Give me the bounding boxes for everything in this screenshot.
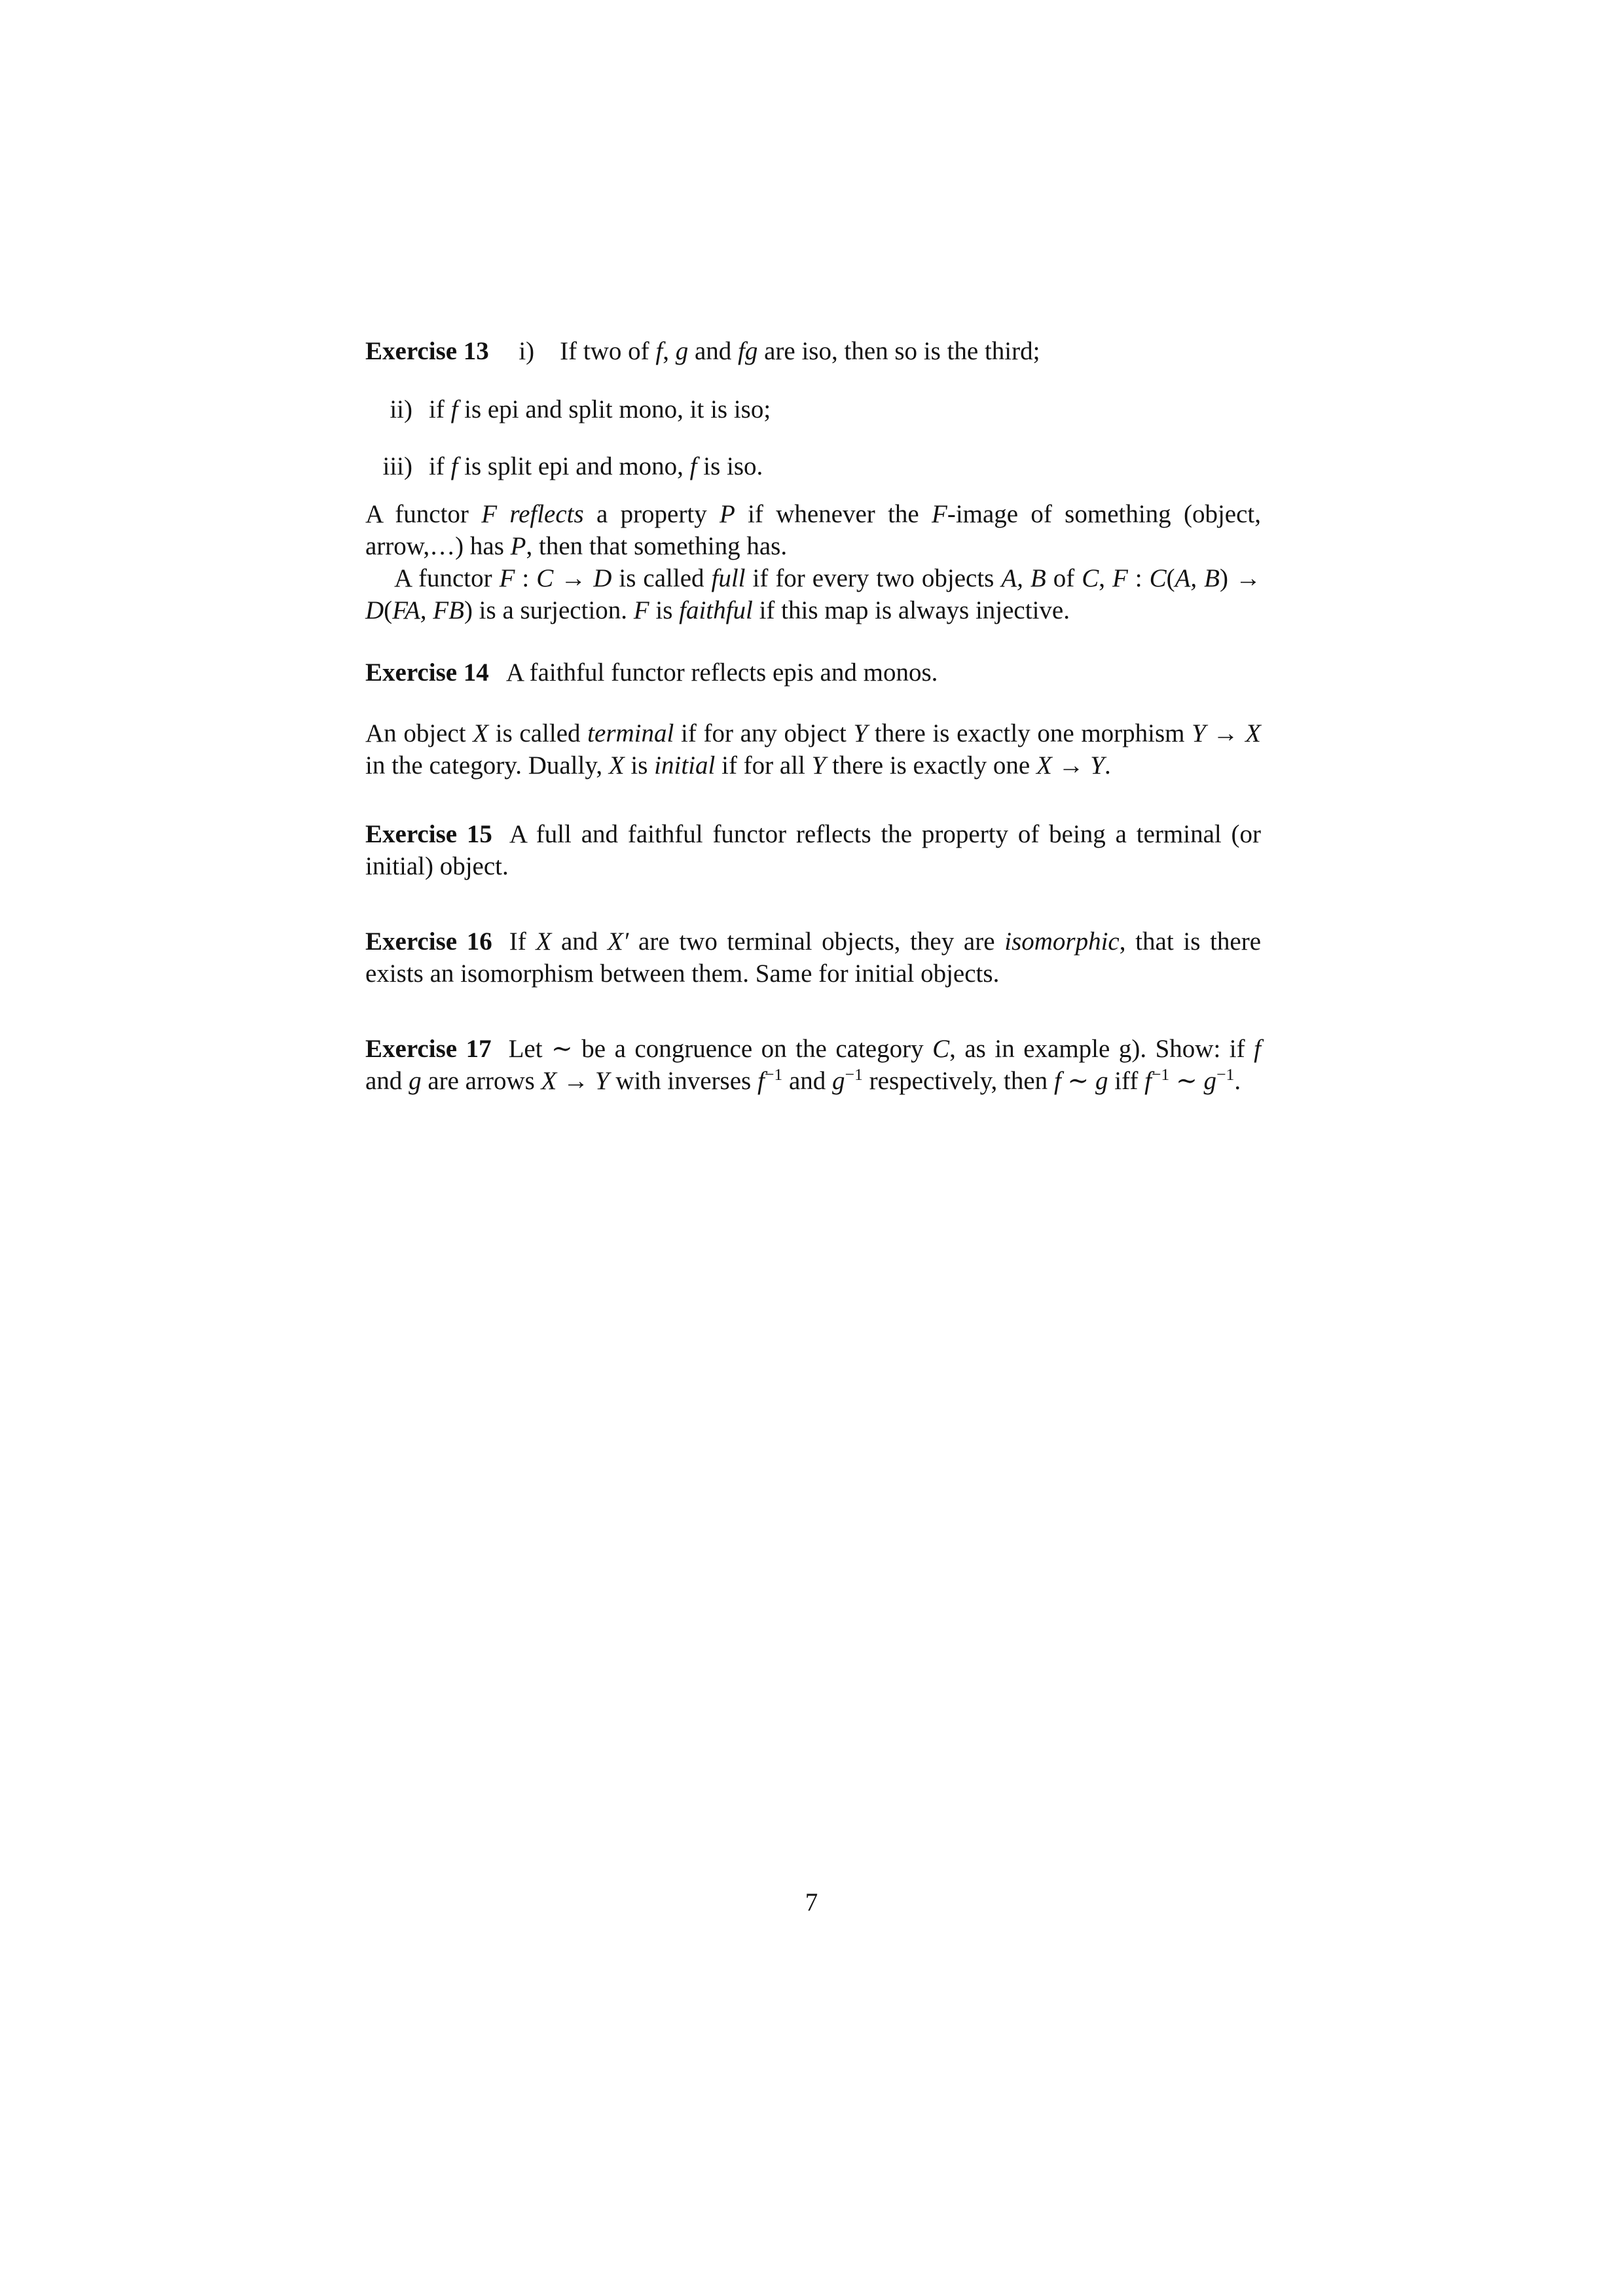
exercise-13 <box>365 335 1261 367</box>
math-italic: F <box>633 596 649 624</box>
math-italic: f <box>655 337 663 365</box>
text-run: are arrows <box>421 1067 541 1095</box>
math-script: C <box>1149 564 1167 592</box>
text-run: Let ∼ be a congruence on the category <box>508 1035 933 1063</box>
text-run: : <box>515 564 537 592</box>
math-italic: X <box>541 1067 557 1095</box>
text-run: is <box>624 751 655 780</box>
text-run: → <box>556 1067 595 1095</box>
exercise-13-item-ii <box>365 393 1261 425</box>
text-run: . <box>1104 751 1111 780</box>
math-italic: X <box>1245 719 1261 747</box>
text-run: , <box>663 337 676 365</box>
text-run: is called <box>611 564 712 592</box>
exercise-label: Exercise 17 <box>365 1035 492 1063</box>
math-italic: P <box>510 532 526 560</box>
paragraph-reflects <box>365 498 1261 562</box>
list-item-marker: ii) <box>390 395 412 423</box>
superscript-exponent: −1 <box>845 1065 863 1084</box>
math-italic: fg <box>738 337 758 365</box>
math-italic: Y <box>594 1067 610 1095</box>
math-italic: F <box>481 500 498 528</box>
exercise-13-item-iii <box>365 450 1261 482</box>
math-italic: Y <box>1090 751 1104 780</box>
text-run: if for every two objects <box>745 564 1002 592</box>
text-run: if <box>429 395 451 423</box>
text-run: ∼ <box>1061 1067 1095 1095</box>
text-run: if this map is always injective. <box>752 596 1070 624</box>
math-script: C <box>536 564 554 592</box>
text-run: are two terminal objects, they are <box>629 927 1005 956</box>
text-run: , that is there exists an isomorphism between them. Same for initial objects. <box>365 927 1262 988</box>
exercise-label: Exercise 14 <box>365 658 489 687</box>
text-run: and <box>365 1067 409 1095</box>
text-run: , <box>1099 564 1112 592</box>
text-run: ) → <box>1220 564 1261 592</box>
page-body <box>365 335 1261 1097</box>
text-run: i) If two of <box>505 337 656 365</box>
math-italic: f <box>1053 1067 1061 1095</box>
text-run: , as in example g). Show: if <box>949 1035 1254 1063</box>
exercise-17 <box>365 1033 1261 1097</box>
text-run: . <box>1234 1067 1241 1095</box>
paragraph-full-faithful <box>365 562 1261 626</box>
math-italic: Y <box>853 719 868 747</box>
math-italic: P <box>719 500 735 528</box>
math-italic: g <box>832 1067 845 1095</box>
math-italic: f <box>689 452 697 480</box>
paragraph-terminal-initial <box>365 717 1261 781</box>
math-italic: full <box>711 564 746 592</box>
math-italic: X′ <box>607 927 629 956</box>
math-italic: X <box>608 751 625 780</box>
text-run: ∼ <box>1169 1067 1204 1095</box>
page-number: 7 <box>805 1888 818 1916</box>
math-italic: f <box>450 395 458 423</box>
text-run: and <box>688 337 739 365</box>
math-italic: f <box>1254 1035 1261 1063</box>
text-run <box>497 500 509 528</box>
superscript-exponent: −1 <box>1151 1065 1170 1084</box>
text-run: if <box>429 452 451 480</box>
math-italic: f <box>450 452 458 480</box>
text-run: and <box>782 1067 833 1095</box>
math-italic: g <box>675 337 689 365</box>
text-run: if for all <box>715 751 812 780</box>
text-run: if for any object <box>674 719 854 747</box>
page-footer <box>0 1886 1623 1918</box>
math-italic: f <box>757 1067 765 1095</box>
text-run: : <box>1127 564 1150 592</box>
math-italic: X <box>536 927 552 956</box>
text-run: is iso. <box>697 452 763 480</box>
math-italic: initial <box>654 751 716 780</box>
text-run: ( <box>1166 564 1175 592</box>
math-italic: X <box>1036 751 1052 780</box>
superscript-exponent: −1 <box>1216 1065 1235 1084</box>
text-run: → <box>1205 719 1246 747</box>
math-italic: f <box>1144 1067 1152 1095</box>
exercise-14 <box>365 656 1261 689</box>
text-run: a property <box>583 500 720 528</box>
text-run: of <box>1046 564 1082 592</box>
math-italic: Y <box>811 751 826 780</box>
text-run: If <box>509 927 536 956</box>
text-run: is split epi and mono, <box>458 452 690 480</box>
math-italic: g <box>1203 1067 1216 1095</box>
exercise-label: Exercise 13 <box>365 337 489 365</box>
text-run: → <box>553 564 594 592</box>
math-italic: g <box>1095 1067 1108 1095</box>
math-italic: Y <box>1192 719 1206 747</box>
text-run: A full and faithful functor reflects the property of being a terminal (or initial) object. <box>365 820 1262 880</box>
text-run: are iso, then so is the third; <box>757 337 1040 365</box>
text-run: is <box>649 596 680 624</box>
math-italic: F <box>499 564 515 592</box>
text-run: respectively, then <box>862 1067 1054 1095</box>
math-italic: isomorphic <box>1004 927 1120 956</box>
math-italic: g <box>409 1067 422 1095</box>
math-italic: faithful <box>679 596 753 624</box>
text-run: in the category. Dually, <box>365 751 609 780</box>
math-italic: F <box>932 500 947 528</box>
math-italic: F <box>1112 564 1128 592</box>
text-run: is epi and split mono, it is iso; <box>458 395 771 423</box>
math-script: D <box>365 596 384 624</box>
text-run: iff <box>1108 1067 1145 1095</box>
text-run: and <box>551 927 608 956</box>
superscript-exponent: −1 <box>764 1065 783 1084</box>
text-run: if whenever the <box>735 500 932 528</box>
math-script: C <box>932 1035 950 1063</box>
text-run: , then that something has. <box>526 532 788 560</box>
text-run: → <box>1051 751 1091 780</box>
exercise-label: Exercise 15 <box>365 820 492 848</box>
text-run: is called <box>488 719 588 747</box>
math-italic: A, B <box>1175 564 1220 592</box>
text-run: with inverses <box>609 1067 757 1095</box>
text-run: -image of something (object, arrow,…) has <box>365 500 1261 560</box>
math-italic: FA, FB <box>392 596 464 624</box>
exercise-15 <box>365 818 1261 882</box>
math-italic: A, B <box>1001 564 1046 592</box>
text-run: there is exactly one <box>826 751 1036 780</box>
math-italic: reflects <box>509 500 584 528</box>
text-run: A functor <box>394 564 500 592</box>
list-item-marker: iii) <box>382 452 412 480</box>
math-script: C <box>1082 564 1099 592</box>
text-run: there is exactly one morphism <box>867 719 1192 747</box>
text-run: ) is a surjection. <box>464 596 634 624</box>
math-italic: terminal <box>587 719 674 747</box>
text-run: An object <box>365 719 473 747</box>
text-run: ( <box>384 596 393 624</box>
exercise-16 <box>365 925 1261 990</box>
exercise-label: Exercise 16 <box>365 927 492 956</box>
math-italic: X <box>473 719 489 747</box>
text-run: A faithful functor reflects epis and monos. <box>505 658 938 687</box>
text-run: A functor <box>365 500 482 528</box>
math-script: D <box>593 564 612 592</box>
